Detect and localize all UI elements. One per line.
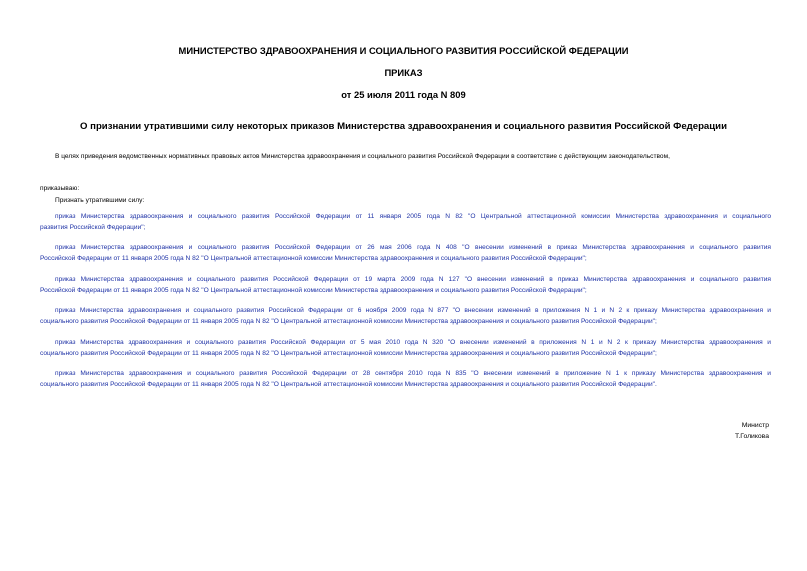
document-type: ПРИКАЗ: [384, 67, 423, 78]
repealed-order-line: развития Российской Федерации";: [40, 223, 146, 231]
repealed-order-line: приказ Министерства здравоохранения и социального развития Российской Федерации от 19 марта 2009 года N 127 "О внесении изменений в приказ Министерства здравоохранения и социального развития: [55, 276, 771, 283]
signature-name: Т.Голикова: [734, 433, 769, 440]
repealed-order-link-4[interactable]: [40, 306, 771, 327]
repealed-order-link-5[interactable]: [40, 338, 771, 359]
repealed-order-link-2[interactable]: [40, 243, 771, 264]
repealed-order-line: приказ Министерства здравоохранения и социального развития Российской Федерации от 6 ноября 2009 года N 877 "О внесении изменений в приложения N 1 и N 2 к приказу Министерства здравоохранения и: [55, 307, 771, 314]
document-subject: О признании утратившими силу некоторых приказов Министерства здравоохранения и социального развития Российской Федерации: [80, 121, 727, 132]
repealed-order-line: приказ Министерства здравоохранения и социального развития Российской Федерации от 5 мая 2010 года N 320 "О внесении изменений в приложения N 1 и N 2 к приказу Министерства здравоохранения и: [55, 339, 771, 346]
repealed-order-line: Российской Федерации от 11 января 2005 года N 82 "О Центральной аттестационной комиссии Министерства здравоохранения и социального развития Российской Федерации";: [40, 254, 587, 262]
repealed-order-link-1[interactable]: [40, 212, 771, 233]
repealed-order-line: Российской Федерации от 11 января 2005 года N 82 "О Центральной аттестационной комиссии Министерства здравоохранения и социального развития Российской Федерации";: [40, 286, 587, 294]
repealed-order-line: социального развития Российской Федерации от 11 января 2005 года N 82 "О Центральной аттестационной комиссии Министерства здравоохранения и социального развития Российской Федерации".: [40, 380, 657, 388]
ministry-title: МИНИСТЕРСТВО ЗДРАВООХРАНЕНИЯ И СОЦИАЛЬНОГО РАЗВИТИЯ РОССИЙСКОЙ ФЕДЕРАЦИИ: [178, 45, 629, 56]
orders-word: приказываю:: [40, 185, 80, 192]
repealed-order-line: приказ Министерства здравоохранения и социального развития Российской Федерации от 11 января 2005 года N 82 "О Центральной аттестационной комиссии Министерства здравоохранения и социального: [55, 213, 771, 220]
repealed-order-line: приказ Министерства здравоохранения и социального развития Российской Федерации от 28 сентября 2010 года N 835 "О внесении изменений в приложение N 1 к приказу Министерства здравоохранения и: [55, 370, 771, 377]
document-date-number: от 25 июля 2011 года N 809: [341, 89, 466, 100]
repealed-order-line: социального развития Российской Федерации от 11 января 2005 года N 82 "О Центральной аттестационной комиссии Министерства здравоохранения и социального развития Российской Федерации";: [40, 349, 657, 357]
repealed-order-link-3[interactable]: [40, 275, 771, 296]
repealed-order-line: социального развития Российской Федерации от 11 января 2005 года N 82 "О Центральной аттестационной комиссии Министерства здравоохранения и социального развития Российской Федерации";: [40, 317, 657, 325]
signature-role: Министр: [741, 422, 769, 429]
recognize-text: Признать утратившими силу:: [55, 197, 145, 204]
repealed-order-link-6[interactable]: [40, 369, 771, 390]
repealed-order-line: приказ Министерства здравоохранения и социального развития Российской Федерации от 26 мая 2006 года N 408 "О внесении изменений в приказ Министерства здравоохранения и социального развития: [55, 244, 771, 251]
preamble-text: В целях приведения ведомственных нормативных правовых актов Министерства здравоохранения и социального развития Российской Федерации в соответствие с действующим законодательством,: [55, 153, 670, 160]
